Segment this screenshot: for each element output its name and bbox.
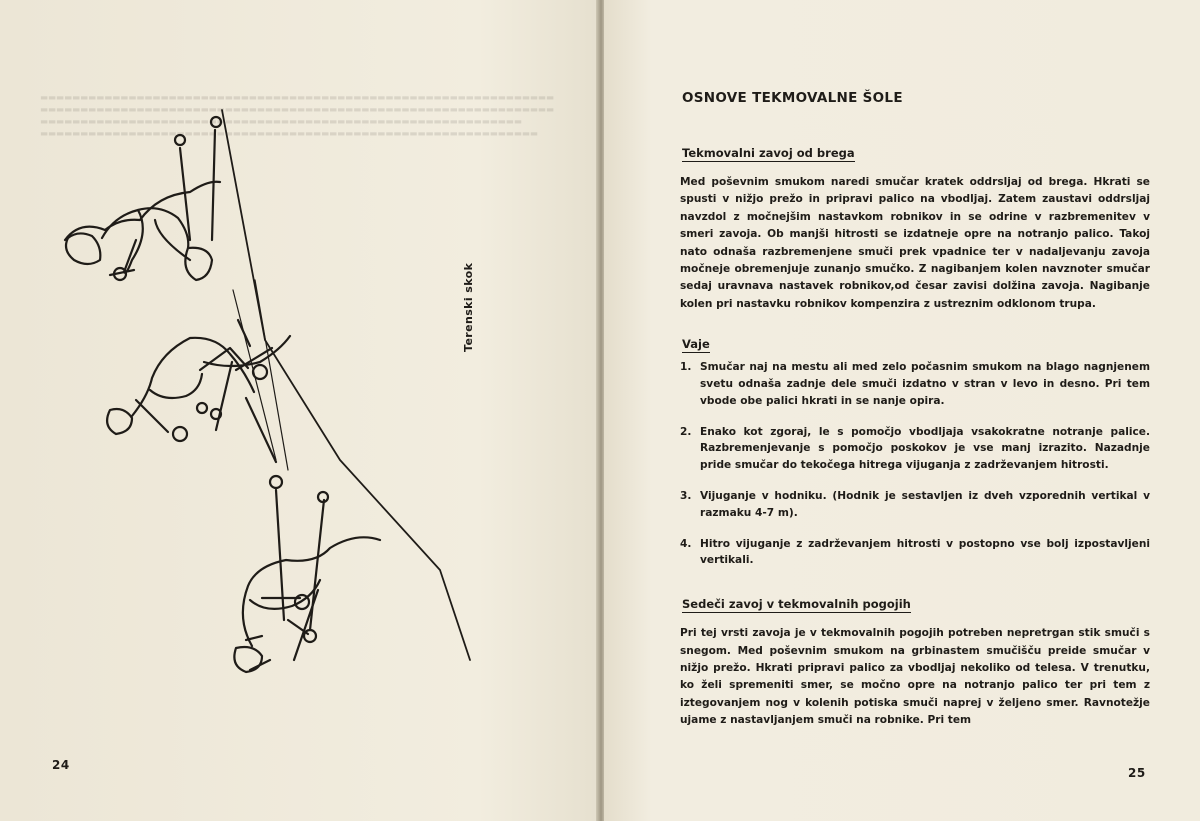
caption-container (462, 262, 482, 362)
illustration-caption: Terenski skok (462, 262, 475, 352)
list-item-number: 1. (680, 361, 692, 374)
section-heading-sedeci-zavoj: Sedeči zavoj v tekmovalnih pogojih (682, 597, 911, 612)
ski-jump-illustration (40, 100, 540, 680)
section-paragraph-sedeci-zavoj: Pri tej vrsti zavoja je v tekmovalnih pogojih potreben nepretrgan stik smuči s snegom. Med poševnim smukom na grbinastem smučišču preide smučar v nižjo prežo. Hkrati pripravi palico za vbodljaj nekoliko od telesa. V trenutku, ko želi spremeniti smer, se močno opre na notranjo palico ter pri tem z iztegovanjem nog v kolenih potiska smuči naprej v željeno smer. Ravnotežje ujame z nastavljanjem smuči na robnike. Pri tem (680, 627, 1150, 727)
section-paragraph-tekmovalni-zavoj: Med poševnim smukom naredi smučar kratek oddrsljaj od brega. Hkrati se spusti v nižjo prežo in pripravi palico na vbodljaj. Zatem zaustavi oddrsljaj navzdol z močnejšim nastavkom robnikov in se odrine v razbremenitev v smeri zavoja. Ob manjši hitrosti se izdatneje opre na notranjo palico. Takoj nato odnaša razbremenjene smuči prek vpadnice ter v nadaljevanju zavoja močneje obremenjuje zunanjo smučko. Z nagibanjem kolen navznoter smučar sedaj uravnava nastavek robnikov,od česar zavisi dolžina zavoja. Nagibanje kolen pri nastavku robnikov kompenzira z ustreznim odklonom trupa. (680, 176, 1150, 310)
section-heading-vaje: Vaje (682, 337, 710, 352)
list-item-number: 3. (680, 490, 692, 503)
list-item (680, 488, 1150, 522)
list-item-text: Smučar naj na mestu ali med zelo počasnim smukom na blago nagnjenem svetu odnaša zadnje dele smuči izdatno v stran v levo in desno. Pri tem vbode obe palici hkrati in se nanje opira. (700, 361, 1150, 407)
skier-figure-bottom (234, 476, 380, 672)
list-item-number: 4. (680, 537, 692, 550)
list-item (680, 424, 1150, 474)
list-item (680, 536, 1150, 570)
skier-figure-middle (107, 320, 290, 462)
list-item (680, 359, 1150, 409)
show-through-text: ▬▬▬▬▬▬▬▬▬▬▬▬▬▬▬▬▬▬▬▬▬▬▬▬▬▬▬▬▬▬▬▬▬▬▬▬▬▬▬▬▬▬▬▬▬▬▬▬▬▬▬▬▬▬▬▬▬▬▬▬▬▬▬▬ ▬▬▬▬▬▬▬▬▬▬▬▬▬▬▬▬▬▬▬▬▬▬▬▬▬▬▬▬▬▬▬▬▬▬▬▬▬▬▬▬▬▬▬▬▬▬▬▬▬▬▬▬▬▬▬▬▬▬▬▬▬▬▬▬ ▬▬▬▬▬▬▬▬▬▬▬▬▬▬▬▬▬▬▬▬▬▬▬▬▬▬▬▬▬▬▬▬▬▬▬▬▬▬▬▬▬▬▬▬▬▬▬▬▬▬▬▬▬▬▬▬▬▬▬▬ ▬▬▬▬▬▬▬▬▬▬▬▬▬▬▬▬▬▬▬▬▬▬▬▬▬▬▬▬▬▬▬▬▬▬▬▬▬▬▬▬▬▬▬▬▬▬▬▬▬▬▬▬▬▬▬▬▬▬▬▬▬▬ (40, 93, 554, 139)
page-number-right: 25 (1128, 766, 1146, 780)
list-item-number: 2. (680, 425, 692, 438)
list-item-text: Enako kot zgoraj, le s pomočjo vbodljaja vsakokratne notranje palice. Razbremenjevanje s pomočjo poskokov je vse manj izrazito. Nazadnje pride smučar do tekočega hitrega vijuganja z zadrževanjem hitrosti. (700, 425, 1150, 472)
page-title: OSNOVE TEKMOVALNE ŠOLE (682, 90, 903, 106)
list-item-text: Vijuganje v hodniku. (Hodnik je sestavljen iz dveh vzporednih vertikal v razmaku 4-7 m). (700, 490, 1150, 519)
list-item-text: Hitro vijuganje z zadrževanjem hitrosti v postopno vse bolj izpostavljeni vertikali. (700, 537, 1150, 567)
page-number-left: 24 (52, 758, 70, 772)
exercise-list (680, 359, 1150, 569)
section-heading-tekmovalni-zavoj: Tekmovalni zavoj od brega (682, 146, 855, 160)
right-page-text (680, 90, 1150, 750)
skier-figure-top (65, 117, 221, 280)
left-page (0, 0, 598, 821)
